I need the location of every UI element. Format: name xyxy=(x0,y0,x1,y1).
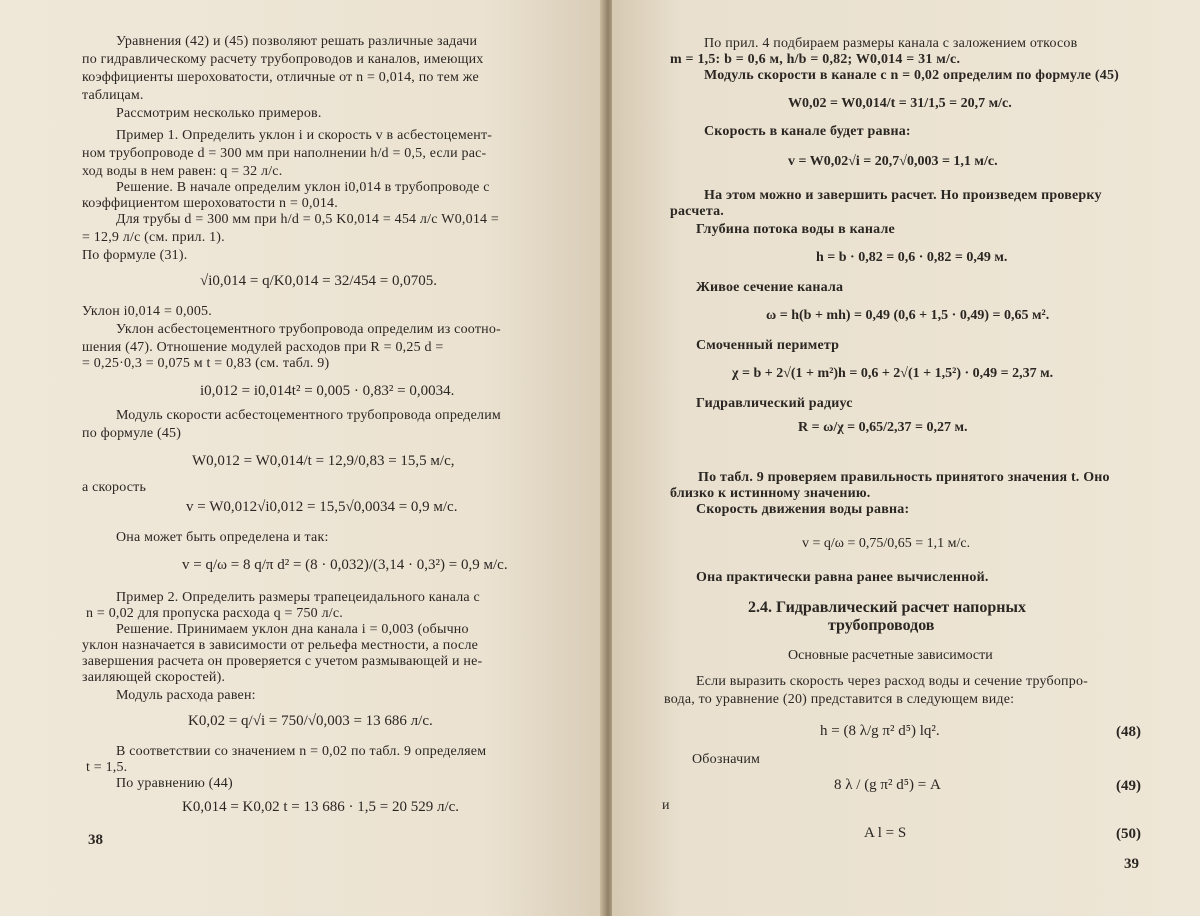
text-line: По табл. 9 проверяем правильность принятого значения t. Оно xyxy=(698,470,1110,485)
formula: i0,012 = i0,014t² = 0,005 · 0,83² = 0,0034. xyxy=(200,383,455,399)
formula: R = ω/χ = 0,65/2,37 = 0,27 м. xyxy=(798,420,968,435)
text-line: Смоченный периметр xyxy=(696,338,840,353)
text-line: Для трубы d = 300 мм при h/d = 0,5 K0,014 = 454 л/с W0,014 = xyxy=(116,212,500,227)
text-line: завершения расчета он проверяется с учетом размывающей и не- xyxy=(82,654,483,669)
text-line: На этом можно и завершить расчет. Но произведем проверку xyxy=(704,188,1102,203)
text-line: по гидравлическому расчету трубопроводов и каналов, имеющих xyxy=(82,52,484,67)
text-line: Глубина потока воды в канале xyxy=(696,222,895,237)
formula: 8 λ / (g π² d⁵) = A xyxy=(834,777,941,793)
text-line: уклон назначается в зависимости от рельефа местности, а после xyxy=(82,638,479,653)
formula: W0,02 = W0,014/t = 31/1,5 = 20,7 м/с. xyxy=(788,96,1012,111)
equation-number: (48) xyxy=(1116,724,1141,740)
formula: v = q/ω = 8 q/π d² = (8 · 0,032)/(3,14 · 0,3²) = 0,9 м/с. xyxy=(182,557,508,573)
text-line: Модуль скорости в канале с n = 0,02 определим по формуле (45) xyxy=(704,68,1120,83)
text-line: а скорость xyxy=(82,480,147,495)
text-line: По уравнению (44) xyxy=(116,776,233,791)
text-line: t = 1,5. xyxy=(86,760,128,775)
text-line: n = 0,02 для пропуска расхода q = 750 л/с. xyxy=(86,606,343,621)
text-line: коэффициенты шероховатости, отличные от n = 0,014, по тем же xyxy=(82,70,479,85)
equation-number: (50) xyxy=(1116,826,1141,842)
text-line: Уклон i0,014 = 0,005. xyxy=(82,304,212,319)
text-line: = 0,25·0,3 = 0,075 м t = 0,83 (см. табл. 9) xyxy=(82,356,330,371)
subsection-title: Основные расчетные зависимости xyxy=(788,648,993,663)
text-line: Рассмотрим несколько примеров. xyxy=(116,106,322,121)
formula: v = W0,02√i = 20,7√0,003 = 1,1 м/с. xyxy=(788,154,998,169)
text-line: Модуль расхода равен: xyxy=(116,688,256,703)
formula: v = W0,012√i0,012 = 15,5√0,0034 = 0,9 м/с. xyxy=(186,499,458,515)
text-line: ном трубопроводе d = 300 мм при наполнении h/d = 0,5, если рас- xyxy=(82,146,487,161)
text-line: Обозначим xyxy=(692,752,761,767)
text-line: = 12,9 л/с (см. прил. 1). xyxy=(82,230,225,245)
page-number: 39 xyxy=(1124,856,1139,872)
formula: K0,014 = K0,02 t = 13 686 · 1,5 = 20 529 л/с. xyxy=(182,799,460,815)
text-line: Решение. Принимаем уклон дна канала i = 0,003 (обычно xyxy=(116,622,469,637)
text-line: близко к истинному значению. xyxy=(670,486,871,501)
text-line: таблицам. xyxy=(82,88,144,103)
text-line: Решение. В начале определим уклон i0,014 в трубопроводе с xyxy=(116,180,490,195)
formula: √i0,014 = q/K0,014 = 32/454 = 0,0705. xyxy=(200,273,437,289)
formula: h = b · 0,82 = 0,6 · 0,82 = 0,49 м. xyxy=(816,250,1008,265)
text-line: Она практически равна ранее вычисленной. xyxy=(696,570,989,585)
formula: A l = S xyxy=(864,825,907,841)
section-title: трубопроводов xyxy=(828,617,935,634)
text-line: По прил. 4 подбираем размеры канала с заложением откосов xyxy=(704,36,1078,51)
text-line: Уравнения (42) и (45) позволяют решать различные задачи xyxy=(116,34,478,49)
text-line: вода, то уравнение (20) представится в следующем виде: xyxy=(664,692,1015,707)
text-line: и xyxy=(662,798,670,813)
text-line: ход воды в нем равен: q = 32 л/с. xyxy=(82,164,283,179)
formula: h = (8 λ/g π² d⁵) lq². xyxy=(820,723,940,739)
text-line: заиляющей скоростей). xyxy=(82,670,226,685)
text-line: Пример 1. Определить уклон i и скорость v в асбестоцемент- xyxy=(116,128,493,143)
text-line: Живое сечение канала xyxy=(696,280,844,295)
text-line: Скорость в канале будет равна: xyxy=(704,124,911,139)
equation-number: (49) xyxy=(1116,778,1141,794)
text-line: По формуле (31). xyxy=(82,248,188,263)
text-line: Скорость движения воды равна: xyxy=(696,502,910,517)
text-line: Уклон асбестоцементного трубопровода определим из соотно- xyxy=(116,322,501,337)
text-line: шения (47). Отношение модулей расходов при R = 0,25 d = xyxy=(82,340,444,355)
formula: ω = h(b + mh) = 0,49 (0,6 + 1,5 · 0,49) = 0,65 м². xyxy=(766,308,1050,323)
text-line: m = 1,5: b = 0,6 м, h/b = 0,82; W0,014 = 31 м/с. xyxy=(670,52,961,67)
text-line: по формуле (45) xyxy=(82,426,182,441)
section-title: 2.4. Гидравлический расчет напорных xyxy=(748,599,1026,616)
text-line: Модуль скорости асбестоцементного трубопровода определим xyxy=(116,408,501,423)
text-line: расчета. xyxy=(670,204,724,219)
formula: v = q/ω = 0,75/0,65 = 1,1 м/с. xyxy=(802,536,971,551)
text-line: Гидравлический радиус xyxy=(696,396,853,411)
text-line: коэффициентом шероховатости n = 0,014. xyxy=(82,196,338,211)
text-line: В соответствии со значением n = 0,02 по табл. 9 определяем xyxy=(116,744,487,759)
page-number: 38 xyxy=(88,832,103,848)
text-line: Она может быть определена и так: xyxy=(116,530,329,545)
formula: W0,012 = W0,014/t = 12,9/0,83 = 15,5 м/с, xyxy=(192,453,455,469)
text-line: Пример 2. Определить размеры трапецеидального канала с xyxy=(116,590,480,605)
right-page xyxy=(612,0,1200,916)
formula: K0,02 = q/√i = 750/√0,003 = 13 686 л/с. xyxy=(188,713,433,729)
formula: χ = b + 2√(1 + m²)h = 0,6 + 2√(1 + 1,5²) · 0,49 = 2,37 м. xyxy=(732,366,1054,381)
text-line: Если выразить скорость через расход воды и сечение трубопро- xyxy=(696,674,1089,689)
